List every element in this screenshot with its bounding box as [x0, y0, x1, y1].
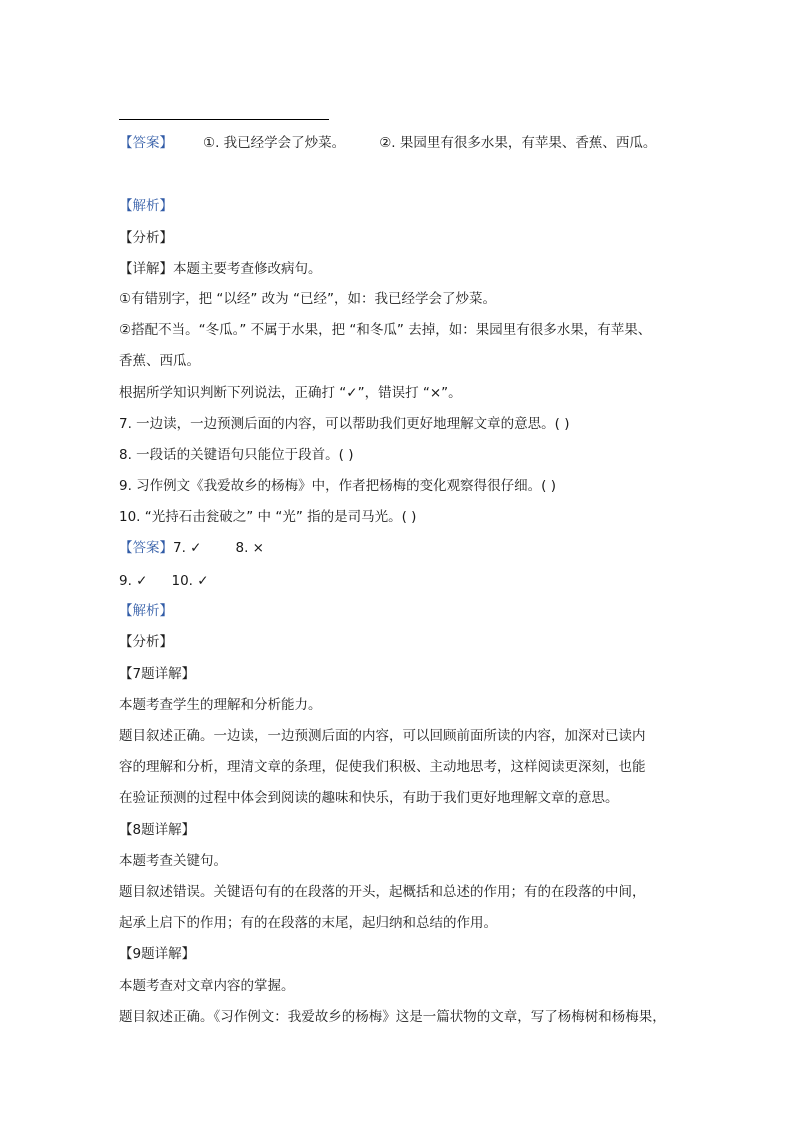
detail-text: 【详解】本题主要考查修改病句。 — [119, 261, 322, 277]
answer-9: 9. ✓ — [119, 573, 148, 589]
detail-8-tag: 【8题详解】 — [119, 822, 196, 838]
instruction: 根据所学知识判断下列说法，正确打 “✓”，错误打 “×”。 — [119, 385, 462, 401]
answer-line-1 — [119, 133, 656, 153]
detail-9-tag: 【9题详解】 — [119, 946, 196, 962]
detail-7-line-2: 题目叙述正确。一边读，一边预测后面的内容，可以回顾前面所读的内容，加深对已读内 — [119, 728, 646, 744]
answer-7: 7. ✓ — [173, 540, 202, 556]
answer-8: 8. × — [235, 540, 264, 556]
point-2a: ②搭配不当。“冬瓜。” 不属于水果，把 “和冬瓜” 去掉，如：果园里有很多水果，有苹果、 — [119, 322, 652, 338]
question-9: 9. 习作例文《我爱故乡的杨梅》中，作者把杨梅的变化观察得很仔细。( ) — [119, 478, 556, 494]
question-7: 7. 一边读，一边预测后面的内容，可以帮助我们更好地理解文章的意思。( ) — [119, 416, 570, 432]
answer-line-3 — [119, 571, 209, 591]
detail-7-line-1: 本题考查学生的理解和分析能力。 — [119, 697, 322, 713]
answer-item-1: ①. 我已经学会了炒菜。 — [203, 135, 346, 151]
footnote-rule — [119, 119, 329, 120]
detail-8-line-3: 起承上启下的作用；有的在段落的末尾，起归纳和总结的作用。 — [119, 915, 497, 931]
question-10: 10. “光持石击瓮破之” 中 “光” 指的是司马光。( ) — [119, 509, 417, 525]
analysis-tag: 【解析】 — [119, 198, 173, 214]
detail-8-line-2: 题目叙述错误。关键语句有的在段落的开头，起概括和总述的作用；有的在段落的中间， — [119, 884, 646, 900]
fenxi-tag-2: 【分析】 — [119, 634, 173, 650]
analysis-tag-2: 【解析】 — [119, 603, 173, 619]
answer-line-2 — [119, 538, 264, 558]
answer-tag-2: 【答案】 — [119, 540, 173, 556]
point-1: ①有错别字，把 “以经” 改为 “已经”，如：我已经学会了炒菜。 — [119, 291, 496, 307]
detail-7-tag: 【7题详解】 — [119, 666, 196, 682]
fenxi-tag: 【分析】 — [119, 230, 173, 246]
detail-9-line-1: 本题考查对文章内容的掌握。 — [119, 978, 295, 994]
detail-9-line-2: 题目叙述正确。《习作例文：我爱故乡的杨梅》这是一篇状物的文章，写了杨梅树和杨梅果， — [119, 1009, 666, 1025]
detail-7-line-4: 在验证预测的过程中体会到阅读的趣味和快乐，有助于我们更好地理解文章的意思。 — [119, 790, 619, 806]
question-8: 8. 一段话的关键语句只能位于段首。( ) — [119, 447, 354, 463]
answer-tag: 【答案】 — [119, 135, 173, 151]
detail-7-line-3: 容的理解和分析，理清文章的条理，促使我们积极、主动地思考，这样阅读更深刻，也能 — [119, 759, 646, 775]
detail-8-line-1: 本题考查关键句。 — [119, 853, 227, 869]
answer-item-2: ②. 果园里有很多水果，有苹果、香蕉、西瓜。 — [379, 135, 657, 151]
answer-10: 10. ✓ — [171, 573, 209, 589]
point-2b: 香蕉、西瓜。 — [119, 353, 200, 369]
